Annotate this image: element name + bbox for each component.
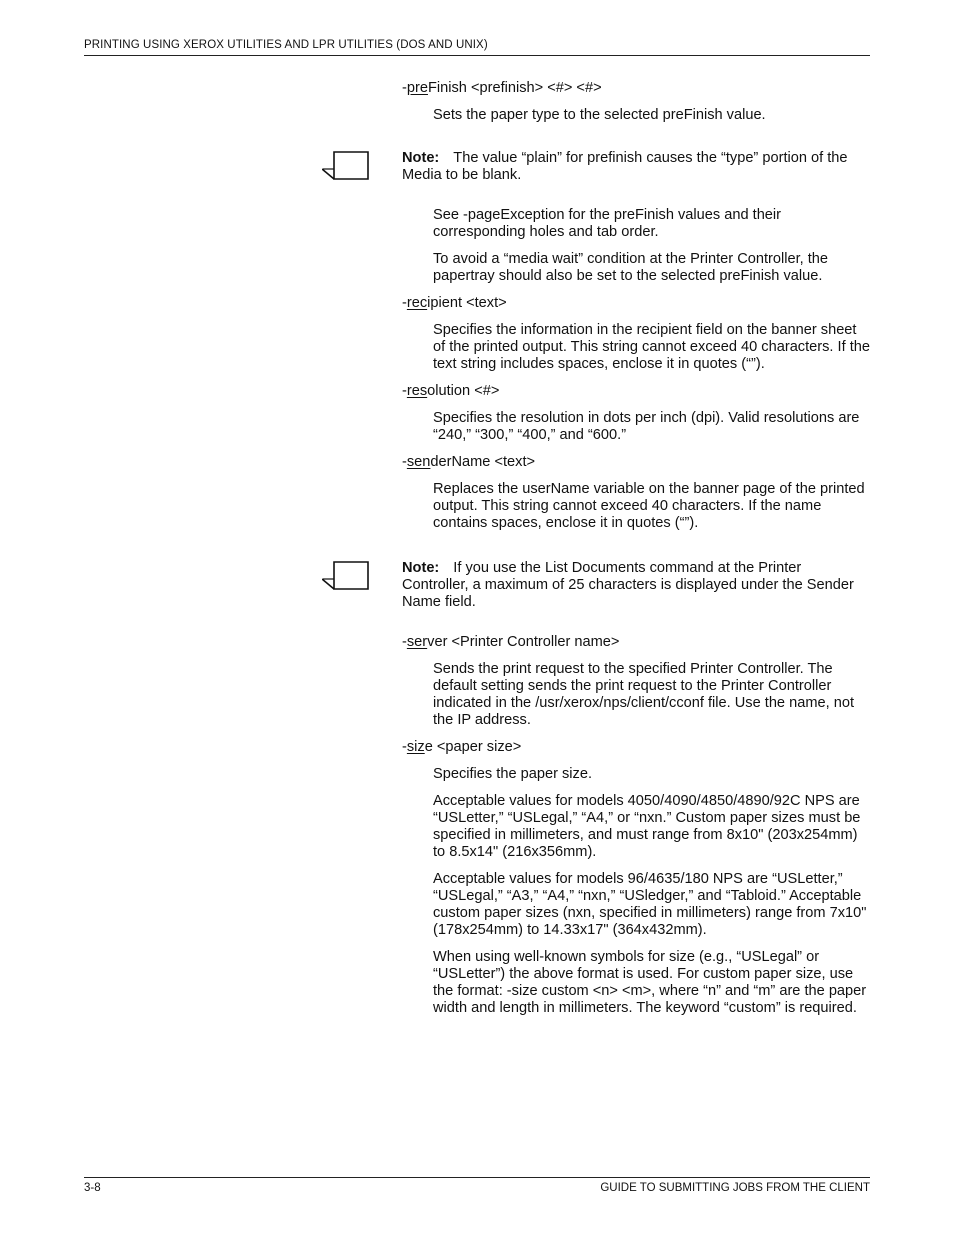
- option-sendername: -senderName <text>: [402, 454, 536, 470]
- option-abbr: ser: [406, 634, 428, 650]
- option-prefinish: -preFinish <prefinish> <#> <#>: [402, 80, 602, 96]
- option-abbr: sen: [406, 454, 431, 470]
- option-description: Specifies the resolution in dots per inch (dpi). Valid resolutions are “240,” “300,” “400,” and “600.”: [433, 410, 860, 443]
- option-description: See -pageException for the preFinish values and their corresponding holes and tab order.: [433, 207, 782, 240]
- option-rest: e <paper size>: [424, 739, 522, 755]
- option-abbr: rec: [406, 295, 428, 311]
- option-rest: ver <Printer Controller name>: [427, 634, 620, 650]
- content-body: [402, 80, 870, 1027]
- note-label: Note:: [402, 150, 440, 166]
- option-abbr: pre: [406, 80, 428, 96]
- option-rest: derName <text>: [430, 454, 536, 470]
- note-page-icon: [322, 150, 368, 178]
- option-description: To avoid a “media wait” condition at the Printer Controller, the papertray should also be set to the selected preFinish value.: [433, 251, 829, 284]
- note-label: Note:: [402, 560, 440, 576]
- option-description: Sends the print request to the specified Printer Controller. The default setting sends the print request to the Printer Controller indicated in the /usr/xerox/nps/client/cconf file. Use the name, not the IP address.: [433, 661, 855, 728]
- option-description: Specifies the information in the recipient field on the banner sheet of the printed output. This string cannot exceed 40 characters. If the text string includes spaces, enclose it in quotes (“”).: [433, 322, 870, 372]
- note-text: If you use the List Documents command at the Printer Controller, a maximum of 25 characters is displayed under the Sender Name field.: [402, 560, 854, 610]
- option-rest: ipient <text>: [427, 295, 507, 311]
- note-sendername: [402, 560, 870, 611]
- option-description: Replaces the userName variable on the banner page of the printed output. This string cannot exceed 40 characters. If the name contains spaces, enclose it in quotes (“”).: [433, 481, 865, 531]
- option-recipient: -recipient <text>: [402, 295, 507, 311]
- option-description: Sets the paper type to the selected preFinish value.: [433, 107, 766, 123]
- option-description: Specifies the paper size.: [433, 766, 592, 782]
- note-text: The value “plain” for prefinish causes the “type” portion of the Media to be blank.: [402, 150, 848, 183]
- option-abbr: siz: [406, 739, 425, 755]
- option-rest: Finish <prefinish> <#> <#>: [427, 80, 602, 96]
- option-rest: olution <#>: [427, 383, 500, 399]
- page-footer: [84, 1177, 870, 1194]
- option-abbr: res: [406, 383, 428, 399]
- book-title: GUIDE TO SUBMITTING JOBS FROM THE CLIENT: [600, 1182, 870, 1194]
- note-page-icon: [322, 560, 368, 588]
- option-size: -size <paper size>: [402, 739, 522, 755]
- option-description: When using well-known symbols for size (e.g., “USLegal” or “USLetter”) the above format is used. For custom paper size, use the format: -size custom <n> <m>, where “n” and “m” are the paper width and length in millimeters. The keyword “custom” is required.: [433, 949, 867, 1016]
- page-number: 3-8: [84, 1182, 101, 1194]
- page-header: PRINTING USING XEROX UTILITIES AND LPR UTILITIES (DOS AND UNIX): [84, 39, 870, 56]
- option-description: Acceptable values for models 96/4635/180 NPS are “USLetter,” “USLegal,” “A3,” “A4,” “nxn,” “USledger,” and “Tabloid.” Acceptable custom paper sizes (nxn, specified in millimeters) range from 7x10" (178x254mm) to 14.33x17" (364x432mm).: [433, 871, 867, 938]
- option-server: -server <Printer Controller name>: [402, 634, 620, 650]
- option-description: Acceptable values for models 4050/4090/4850/4890/92C NPS are “USLetter,” “USLegal,” “A4,” or “nxn.” Custom paper sizes must be specified in millimeters, and must range from 8x10" (203x254mm) to 8.5x14" (216x356mm).: [433, 793, 861, 860]
- note-prefinish: [402, 150, 870, 184]
- option-resolution: -resolution <#>: [402, 383, 500, 399]
